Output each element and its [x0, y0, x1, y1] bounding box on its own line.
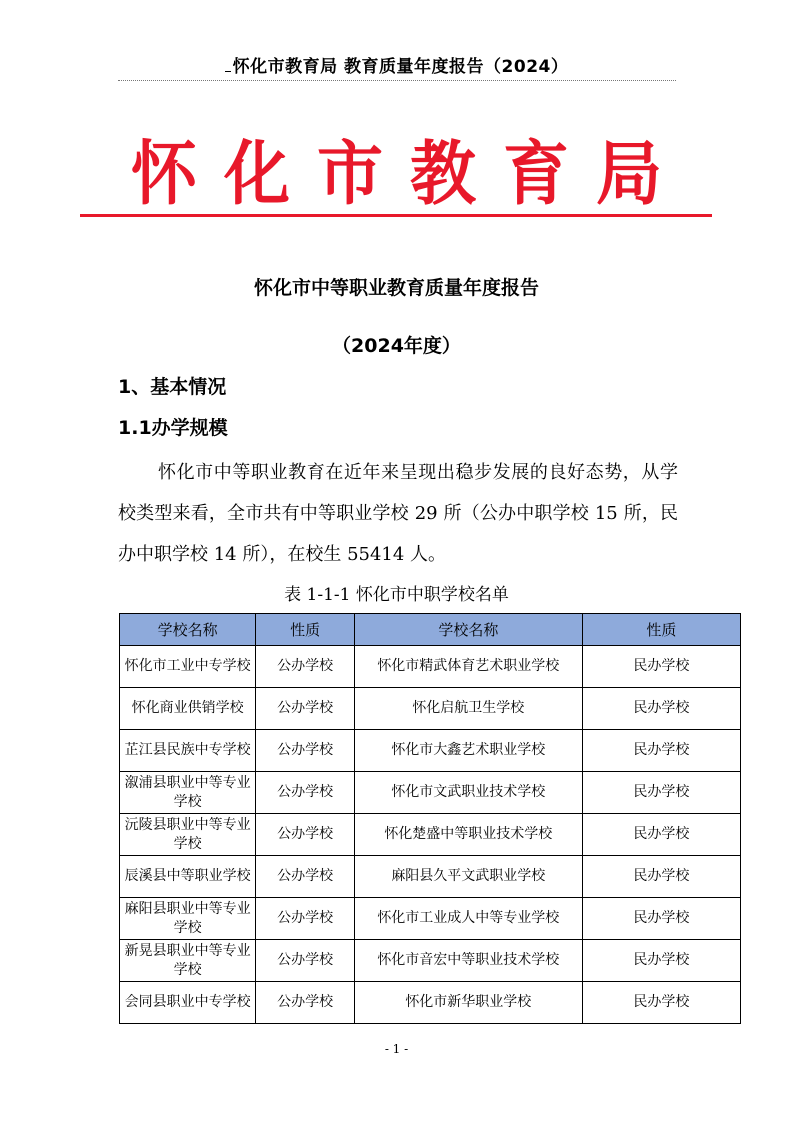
report-title: 怀化市中等职业教育质量年度报告: [253, 277, 539, 299]
public-school-type: 公办学校: [256, 772, 355, 814]
table-row: [120, 856, 741, 898]
private-school-name: 怀化市精武体育艺术职业学校: [354, 646, 582, 688]
public-school-type: 公办学校: [256, 982, 355, 1024]
header-type: 性质: [256, 614, 355, 646]
private-school-name: 怀化市大鑫艺术职业学校: [354, 730, 582, 772]
header-school-name: 学校名称: [354, 614, 582, 646]
public-school-type: 公办学校: [256, 814, 355, 856]
private-school-name: 怀化楚盛中等职业技术学校: [354, 814, 582, 856]
table-row: [120, 730, 741, 772]
private-school-type: 民办学校: [582, 814, 740, 856]
header-type: 性质: [582, 614, 740, 646]
public-school-type: 公办学校: [256, 646, 355, 688]
section-heading: 1、基本情况: [118, 376, 227, 398]
private-school-name: 怀化市音宏中等职业技术学校: [354, 940, 582, 982]
report-year: （2024年度）: [332, 335, 461, 357]
public-school-name: 辰溪县中等职业学校: [120, 856, 256, 898]
public-school-type: 公办学校: [256, 940, 355, 982]
public-school-name: 会同县职业中专学校: [120, 982, 256, 1024]
public-school-name: 怀化市工业中专学校: [120, 646, 256, 688]
header-school-name: 学校名称: [120, 614, 256, 646]
table-row: [120, 814, 741, 856]
table-row: [120, 940, 741, 982]
private-school-name: 怀化市文武职业技术学校: [354, 772, 582, 814]
public-school-type: 公办学校: [256, 688, 355, 730]
public-school-name: 溆浦县职业中等专业学校: [120, 772, 256, 814]
table-row: [120, 688, 741, 730]
private-school-type: 民办学校: [582, 982, 740, 1024]
school-table: [119, 613, 741, 1024]
running-header-text: 怀化市教育局 教育质量年度报告（2024）: [232, 57, 569, 77]
running-header: [0, 52, 793, 77]
header-divider: [118, 80, 676, 81]
private-school-type: 民办学校: [582, 772, 740, 814]
private-school-name: 怀化启航卫生学校: [354, 688, 582, 730]
table-header-row: [120, 614, 741, 646]
private-school-type: 民办学校: [582, 730, 740, 772]
page-number: - 1 -: [384, 1042, 409, 1056]
body-paragraph: 怀化市中等职业教育在近年来呈现出稳步发展的良好态势，从学校类型来看，全市共有中等职业学校 29 所（公办中职学校 15 所，民办中职学校 14 所），在校生 55414 人。: [118, 462, 678, 565]
table-row: [120, 898, 741, 940]
red-divider: [80, 214, 712, 217]
public-school-name: 沅陵县职业中等专业学校: [120, 814, 256, 856]
public-school-name: 新晃县职业中等专业学校: [120, 940, 256, 982]
private-school-name: 麻阳县久平文武职业学校: [354, 856, 582, 898]
public-school-name: 芷江县民族中专学校: [120, 730, 256, 772]
private-school-type: 民办学校: [582, 646, 740, 688]
private-school-type: 民办学校: [582, 898, 740, 940]
table-row: [120, 772, 741, 814]
private-school-type: 民办学校: [582, 688, 740, 730]
public-school-type: 公办学校: [256, 898, 355, 940]
private-school-type: 民办学校: [582, 856, 740, 898]
public-school-type: 公办学校: [256, 856, 355, 898]
subsection-heading: 1.1办学规模: [118, 417, 228, 439]
private-school-name: 怀化市新华职业学校: [354, 982, 582, 1024]
public-school-name: 麻阳县职业中等专业学校: [120, 898, 256, 940]
agency-title: 怀化市教育局: [131, 133, 689, 215]
private-school-type: 民办学校: [582, 940, 740, 982]
public-school-type: 公办学校: [256, 730, 355, 772]
table-caption: 表 1-1-1 怀化市中职学校名单: [284, 585, 509, 605]
table-row: [120, 646, 741, 688]
header-mark: [225, 71, 231, 72]
public-school-name: 怀化商业供销学校: [120, 688, 256, 730]
private-school-name: 怀化市工业成人中等专业学校: [354, 898, 582, 940]
table-row: [120, 982, 741, 1024]
